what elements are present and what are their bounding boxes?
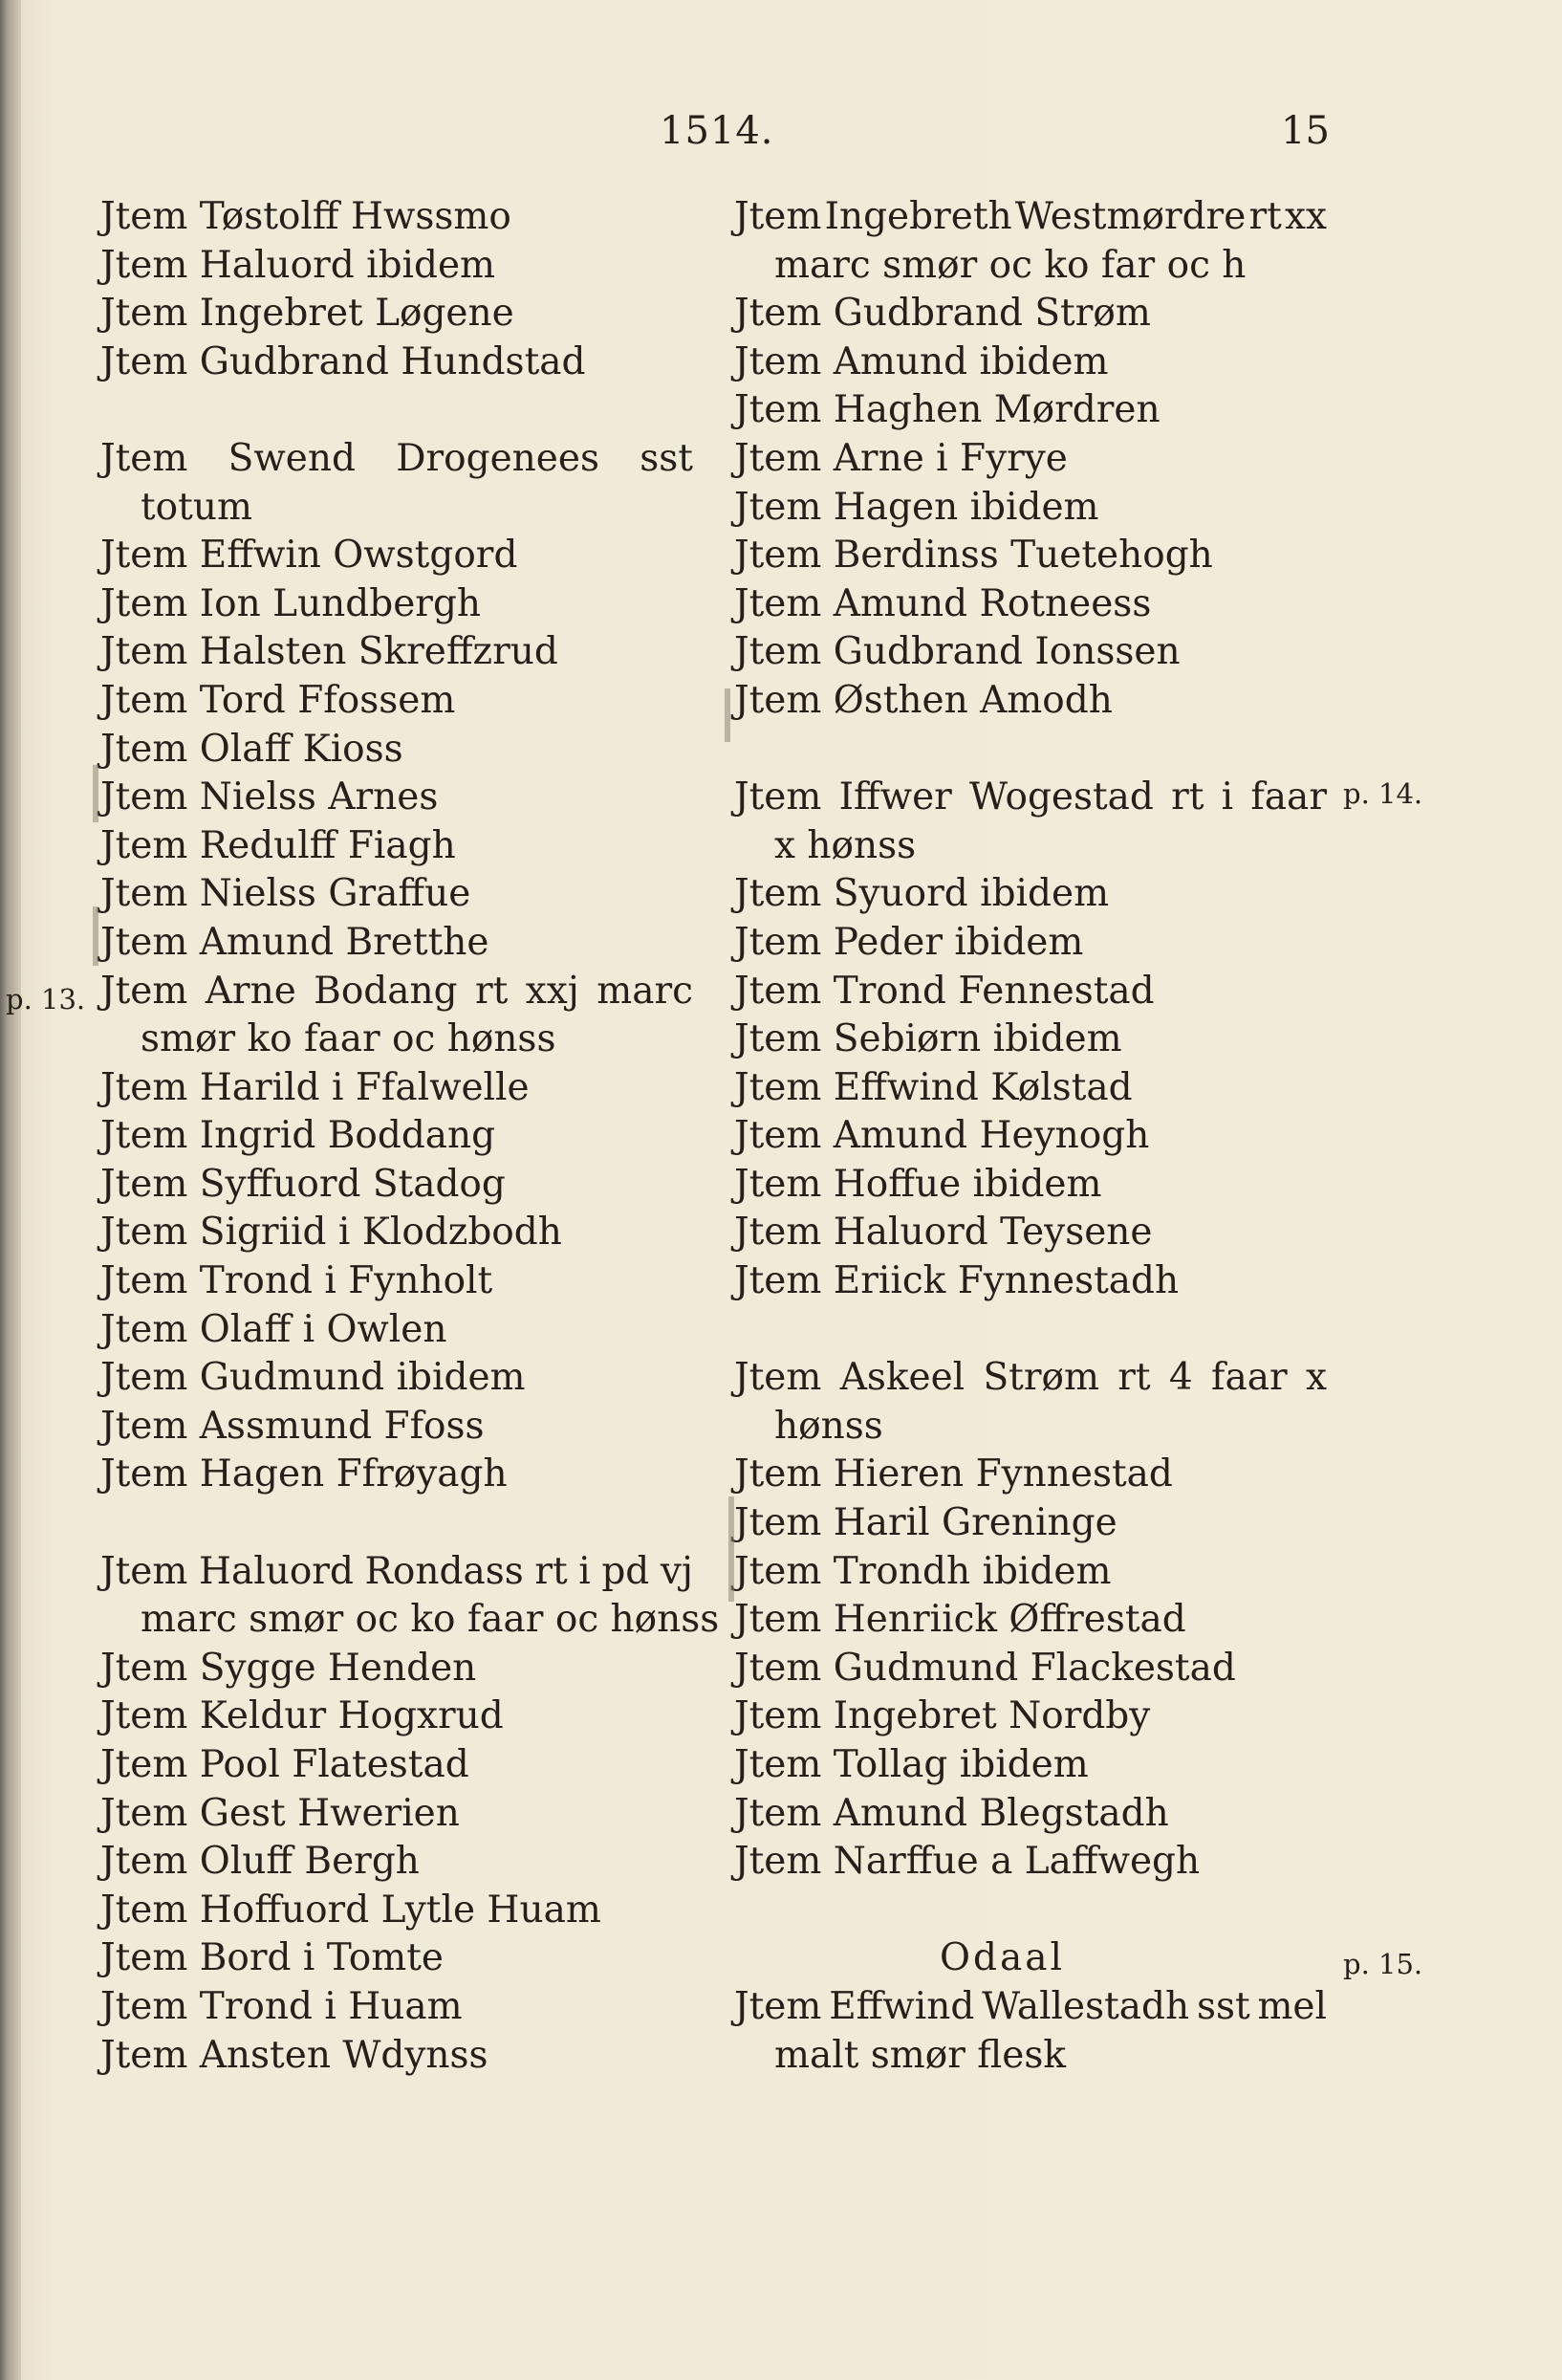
entry-line: Jtem Trondh ibidem <box>734 1549 1112 1593</box>
word: Jtem <box>100 1549 188 1593</box>
entry-line: Jtem Tøstolff Hwssmo <box>100 195 511 238</box>
entry-line <box>100 1548 693 1597</box>
entry-line: Jtem Ingebret Nordby <box>734 1694 1151 1738</box>
margin-note-p14: p. 14. <box>1343 777 1423 810</box>
entry-line: Jtem Effwind Kølstad <box>734 1065 1133 1109</box>
word: Strøm <box>983 1356 1099 1400</box>
blank-line <box>100 386 731 435</box>
entry-line: Jtem Gudbrand Ionssen <box>734 630 1181 674</box>
entry-continuation-line: smør ko faar oc hønss <box>141 1017 556 1061</box>
entry-continuation-line: malt smør flesk <box>774 2033 1067 2077</box>
entry-line: Jtem Syuord ibidem <box>734 872 1110 916</box>
margin-note-p13: p. 13. <box>6 983 86 1015</box>
entry-line: Jtem Gudmund ibidem <box>100 1356 526 1400</box>
entry-line: Jtem Sygge Henden <box>100 1646 477 1690</box>
entry-line: Jtem Gudmund Flackestad <box>734 1646 1236 1690</box>
blank-line <box>734 1306 1365 1355</box>
word: rt <box>475 969 509 1013</box>
ink-smudge <box>728 1496 734 1602</box>
word: Rondass <box>364 1549 524 1593</box>
word: Swend <box>228 436 356 480</box>
entry-line: Jtem Hagen ibidem <box>734 485 1099 529</box>
ink-smudge <box>93 906 98 966</box>
entry-line: Jtem Oluff Bergh <box>100 1840 420 1884</box>
word: Jtem <box>734 1984 822 2028</box>
entry-continuation-line: totum <box>141 485 252 529</box>
book-binding-edge <box>0 0 21 2380</box>
ink-smudge <box>725 688 730 742</box>
ink-smudge <box>93 765 98 822</box>
word: Arne <box>205 969 296 1013</box>
word: Iffwer <box>838 775 952 819</box>
word: sst <box>1196 1984 1250 2028</box>
entry-line: Jtem Hagen Ffrøyagh <box>100 1452 508 1496</box>
entry-line: Jtem Sigriid i Klodzbodh <box>100 1211 562 1255</box>
word: mel <box>1257 1984 1327 2028</box>
word: rt <box>1117 1356 1151 1400</box>
word: Drogenees <box>396 436 599 480</box>
margin-note-p15: p. 15. <box>1343 1948 1423 1980</box>
word: x <box>1305 1356 1327 1400</box>
entry-line <box>734 1354 1327 1403</box>
word: Ingebreth <box>824 195 1012 238</box>
entry-line: Jtem Amund Blegstadh <box>734 1791 1169 1835</box>
entry-line: Jtem Hieren Fynnestad <box>734 1452 1173 1496</box>
entry-line: Jtem Gest Hwerien <box>100 1791 460 1835</box>
entry-line: Jtem Haghen Mørdren <box>734 388 1161 432</box>
right-text-column <box>734 193 1365 2080</box>
word: Bodang <box>314 969 458 1013</box>
entry-continuation-line: marc smør oc ko far oc h <box>774 243 1247 287</box>
word: Jtem <box>734 195 822 238</box>
entry-line: Jtem Haril Greninge <box>734 1501 1117 1545</box>
word: sst <box>640 436 693 480</box>
entry-line: Jtem Haluord Teysene <box>734 1211 1153 1255</box>
word: i <box>1221 775 1234 819</box>
entry-line: Jtem Effwin Owstgord <box>100 534 518 578</box>
blank-line <box>734 726 1365 775</box>
word: rt <box>534 1549 568 1593</box>
entry-line: Jtem Henriick Øffrestad <box>734 1598 1186 1642</box>
word: vj <box>660 1549 693 1593</box>
entry-line: Jtem Gudbrand Hundstad <box>100 339 586 383</box>
word: faar <box>1250 775 1327 819</box>
entry-line <box>734 1983 1327 2032</box>
word: rt <box>1171 775 1204 819</box>
section-heading: Odaal <box>940 1936 1065 1980</box>
entry-line: Jtem Pool Flatestad <box>100 1743 469 1786</box>
word: Jtem <box>100 969 188 1013</box>
entry-line: Jtem Peder ibidem <box>734 920 1084 964</box>
left-text-column <box>100 193 731 2080</box>
word: 4 <box>1168 1356 1193 1400</box>
entry-line: Jtem Arne i Fyrye <box>734 436 1068 480</box>
entry-line: Jtem Amund ibidem <box>734 339 1109 383</box>
entry-line <box>734 193 1327 242</box>
entry-line: Jtem Østhen Amodh <box>734 678 1113 722</box>
word: Jtem <box>734 775 822 819</box>
word: Askeel <box>839 1356 965 1400</box>
entry-line: Jtem Harild i Ffalwelle <box>100 1065 530 1109</box>
entry-line: Jtem Berdinss Tuetehogh <box>734 534 1213 578</box>
word: Wogestad <box>969 775 1154 819</box>
entry-line: Jtem Gudbrand Strøm <box>734 292 1151 336</box>
word: faar <box>1211 1356 1288 1400</box>
entry-line: Jtem Amund Heynogh <box>734 1114 1150 1158</box>
page-year-heading: 1514. <box>660 109 774 153</box>
entry-line: Jtem Hoffuord Lytle Huam <box>100 1888 601 1932</box>
entry-line: Jtem Hoffue ibidem <box>734 1162 1102 1206</box>
word: xxj <box>525 969 579 1013</box>
entry-line: Jtem Olaff Kioss <box>100 727 403 771</box>
entry-line: Jtem Narffue a Laffwegh <box>734 1840 1201 1884</box>
entry-line: Jtem Nielss Arnes <box>100 775 439 819</box>
entry-line: Jtem Eriick Fynnestadh <box>734 1259 1180 1303</box>
entry-line: Jtem Amund Rotneess <box>734 581 1152 625</box>
word: rt <box>1248 195 1282 238</box>
word: xx <box>1284 195 1327 238</box>
entry-line: Jtem Ion Lundbergh <box>100 581 482 625</box>
entry-line: Jtem Olaff i Owlen <box>100 1307 447 1351</box>
entry-line: Jtem Ingrid Boddang <box>100 1114 496 1158</box>
entry-line <box>734 774 1327 822</box>
entry-line <box>100 435 693 484</box>
entry-line: Jtem Sebiørn ibidem <box>734 1017 1122 1061</box>
entry-continuation-line: x hønss <box>774 823 917 867</box>
entry-line: Jtem Nielss Graffue <box>100 872 471 916</box>
word: pd <box>601 1549 650 1593</box>
blank-line <box>734 1887 1365 1935</box>
entry-line: Jtem Keldur Hogxrud <box>100 1694 504 1738</box>
word: marc <box>597 969 693 1013</box>
entry-line: Jtem Bord i Tomte <box>100 1936 444 1980</box>
word: Jtem <box>734 1356 822 1400</box>
entry-line: Jtem Tord Ffossem <box>100 678 456 722</box>
entry-line: Jtem Trond Fennestad <box>734 969 1155 1013</box>
entry-line <box>100 968 693 1016</box>
blank-line <box>100 1499 731 1548</box>
page-number: 15 <box>1281 109 1330 153</box>
entry-line: Jtem Ansten Wdynss <box>100 2033 488 2077</box>
word: Effwind <box>829 1984 975 2028</box>
entry-line: Jtem Trond i Fynholt <box>100 1259 493 1303</box>
word: Haluord <box>198 1549 354 1593</box>
entry-line: Jtem Halsten Skreffzrud <box>100 630 558 674</box>
entry-line: Jtem Redulff Fiagh <box>100 823 456 867</box>
word: Wallestadh <box>982 1984 1190 2028</box>
entry-line: Jtem Haluord ibidem <box>100 243 496 287</box>
entry-line: Jtem Amund Bretthe <box>100 920 489 964</box>
word: Westmørdre <box>1014 195 1247 238</box>
entry-line: Jtem Trond i Huam <box>100 1984 463 2028</box>
entry-line: Jtem Assmund Ffoss <box>100 1404 485 1448</box>
word: i <box>578 1549 591 1593</box>
entry-line: Jtem Syffuord Stadog <box>100 1162 506 1206</box>
entry-continuation-line: hønss <box>774 1404 883 1448</box>
entry-continuation-line: marc smør oc ko faar oc hønss <box>141 1598 720 1642</box>
entry-line: Jtem Ingebret Løgene <box>100 292 514 336</box>
word: Jtem <box>100 436 188 480</box>
entry-line: Jtem Tollag ibidem <box>734 1743 1089 1786</box>
